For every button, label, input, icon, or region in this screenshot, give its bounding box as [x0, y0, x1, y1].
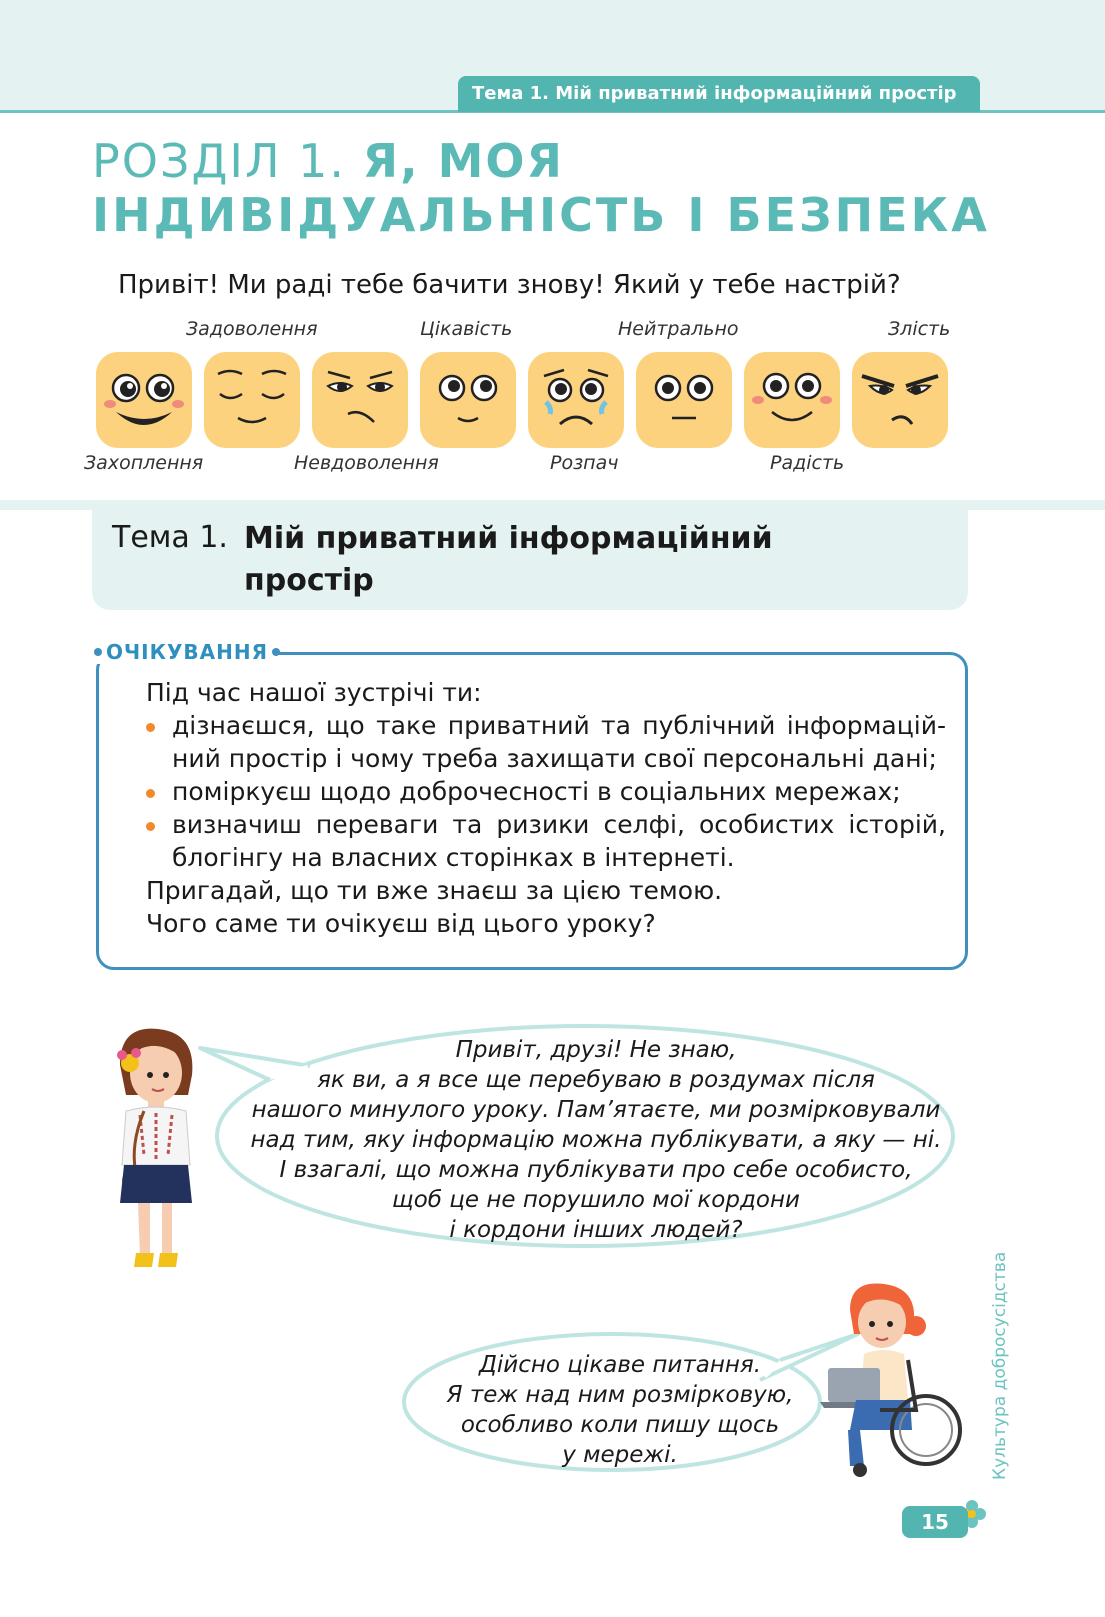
- dissatisfaction-face-icon: [312, 352, 408, 448]
- bubble-1-line: Привіт, друзі! Не знаю,: [455, 1037, 737, 1063]
- list-item: поміркуєш щодо доброчесності в соціальних мережах;: [146, 775, 946, 808]
- label-dot-right: [272, 648, 280, 656]
- bubble-1-line: нашого минулого уроку. Пам’ятаєте, ми розмірковували: [251, 1097, 941, 1123]
- emotion-label-curiosity: Цікавість: [420, 318, 513, 340]
- emotion-faces-row: [96, 352, 976, 452]
- bubble-1-line: щоб це не порушило мої кордони: [392, 1187, 800, 1213]
- list-item: визначиш переваги та ризики селфі, особистих історій, блогінгу на власних сторінках в інтернеті.: [146, 808, 946, 874]
- delight-face-icon: [96, 352, 192, 448]
- running-header: Тема 1. Мій приватний інформаційний простір: [458, 76, 980, 112]
- expectations-label: ОЧІКУВАННЯ: [106, 640, 268, 664]
- side-running-title: Культура добросусідства: [990, 1251, 1010, 1480]
- satisfaction-face-icon: [204, 352, 300, 448]
- bubble-1-text: [226, 1035, 966, 1245]
- bubble-2-line: у мережі.: [562, 1442, 678, 1468]
- bubble-2-line: особливо коли пишу щось: [460, 1412, 780, 1438]
- neutral-face-icon: [636, 352, 732, 448]
- list-item: дізнаєшся, що таке приватний та публічний інформаційний простір і чому треба захищати свої персональні дані;: [146, 709, 946, 775]
- emotion-label-neutral: Нейтрально: [618, 318, 739, 340]
- joy-face-icon: [744, 352, 840, 448]
- bubble-1-line: над тим, яку інформацію можна публікувати, а яку — ні.: [250, 1127, 942, 1153]
- emotion-label-satisfaction: Задоволення: [186, 318, 318, 340]
- topic-title: Мій приватний інформаційний простір: [244, 521, 773, 598]
- curiosity-face-icon: [420, 352, 516, 448]
- expectations-outro-1: Пригадай, що ти вже знаєш за цією темою.: [146, 876, 723, 905]
- section-divider: [0, 500, 1105, 510]
- emotion-label-despair: Розпач: [550, 452, 619, 474]
- emotion-label-joy: Радість: [770, 452, 845, 474]
- expectations-intro: Під час нашої зустрічі ти:: [146, 678, 482, 707]
- girl-character-illustration: [100, 1025, 210, 1275]
- bubble-1-line: і кордони інших людей?: [449, 1217, 743, 1243]
- chapter-title-line1: Я, МОЯ: [362, 134, 564, 188]
- expectations-label-wrap: [96, 640, 276, 664]
- bubble-1-line: як ви, а я все ще перебуваю в роздумах після: [317, 1067, 875, 1093]
- anger-face-icon: [852, 352, 948, 448]
- label-dot-left: [94, 648, 102, 656]
- chapter-title-line2: ІНДИВІДУАЛЬНІСТЬ І БЕЗПЕКА: [92, 188, 990, 242]
- greeting-text: Привіт! Ми раді тебе бачити знову! Який у тебе настрій?: [118, 270, 901, 300]
- bubble-2-line: Дійсно цікаве питання.: [478, 1352, 762, 1378]
- emotion-label-anger: Злість: [888, 318, 951, 340]
- wheelchair-girl-illustration: [820, 1280, 970, 1480]
- emotion-label-delight: Захоплення: [84, 452, 204, 474]
- emotion-label-dissatisfaction: Невдоволення: [294, 452, 439, 474]
- bubble-2-text: [420, 1350, 820, 1470]
- topic-number: Тема 1.: [112, 520, 228, 555]
- chapter-prefix: РОЗДІЛ 1.: [92, 134, 347, 188]
- bubble-2-line: Я теж над ним розмірковую,: [446, 1382, 794, 1408]
- expectations-outro-2: Чого саме ти очікуєш від цього уроку?: [146, 909, 656, 938]
- bubble-1-line: І взагалі, що можна публікувати про себе особисто,: [279, 1157, 913, 1183]
- expectations-content: [146, 676, 946, 940]
- page-number: 15: [902, 1506, 968, 1538]
- chapter-title: [92, 134, 992, 242]
- despair-face-icon: [528, 352, 624, 448]
